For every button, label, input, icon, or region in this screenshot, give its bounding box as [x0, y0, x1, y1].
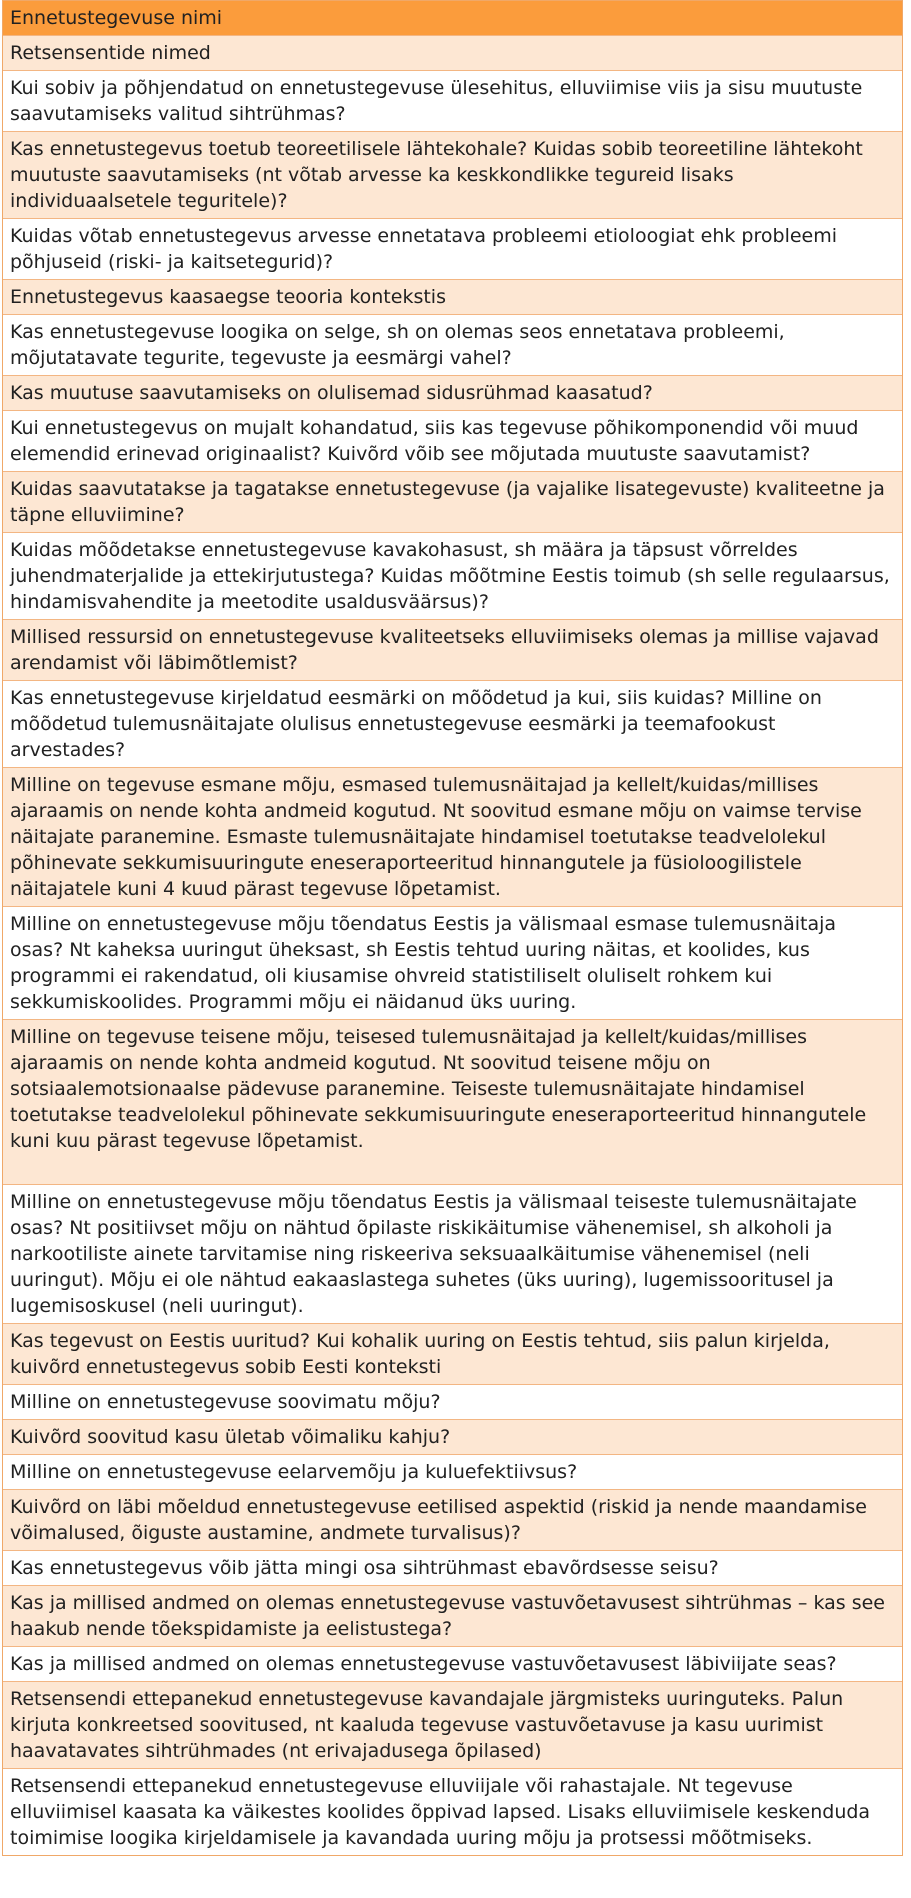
table-row: Kuidas võtab ennetustegevus arvesse ennetatava probleemi etioloogiat ehk probleemi põhjuseid (riski- ja kaitsetegurid)? — [3, 218, 902, 279]
table-row-reviewer-names: Retsensentide nimed — [3, 35, 902, 70]
table-header-row-activity-name: Ennetustegevuse nimi — [3, 1, 902, 35]
table-row: Kui ennetustegevus on mujalt kohandatud, siis kas tegevuse põhikomponendid või muud elemendid erinevad originaalist? Kuivõrd võib see mõjutada muutuste saavutamist? — [3, 410, 902, 471]
table-row: Milline on ennetustegevuse mõju tõendatus Eestis ja välismaal esmase tulemusnäitaja osas? Nt kaheksa uuringut üheksast, sh Eestis tehtud uuring näitas, et koolides, kus programmi ei rakendatud, oli kiusamise ohvreid statistiliselt oluliselt rohkem kui sekkumiskoolides. Programmi mõju ei näidanud üks uuring. — [3, 906, 902, 1019]
table-row: Kui sobiv ja põhjendatud on ennetustegevuse ülesehitus, elluviimise viis ja sisu muutuste saavutamiseks valitud sihtrühmas? — [3, 70, 902, 131]
table-row: Kas ja millised andmed on olemas ennetustegevuse vastuvõetavusest sihtrühmas – kas see haakub nende tõekspidamiste ja eelistustega? — [3, 1585, 902, 1646]
table-row: Milline on ennetustegevuse soovimatu mõju? — [3, 1384, 902, 1419]
table-row: Kuidas saavutatakse ja tagatakse ennetustegevuse (ja vajalike lisategevuste) kvaliteetne ja täpne elluviimine? — [3, 471, 902, 532]
table-row: Kas ennetustegevus võib jätta mingi osa sihtrühmast ebavõrdsesse seisu? — [3, 1550, 902, 1585]
table-row: Milline on ennetustegevuse eelarvemõju ja kuluefektiivsus? — [3, 1454, 902, 1489]
table-row-recommendations-designer: Retsensendi ettepanekud ennetustegevuse kavandajale järgmisteks uuringuteks. Palun kirjuta konkreetsed soovitused, nt kaaluda tegevuse vastuvõetavuse ja kasu uurimist haavatavates sihtrühmades (nt erivajadusega õpilased) — [3, 1681, 902, 1768]
table-row: Kuivõrd on läbi mõeldud ennetustegevuse eetilised aspektid (riskid ja nende maandamise võimalused, õiguste austamine, andmete turvalisus)? — [3, 1489, 902, 1550]
table-row: Kuidas mõõdetakse ennetustegevuse kavakohasust, sh määra ja täpsust võrreldes juhendmaterjalide ja ettekirjutustega? Kuidas mõõtmine Eestis toimub (sh selle regulaarsus, hindamisvahendite ja meetodite usaldusväärsus)? — [3, 532, 902, 619]
table-row: Milline on tegevuse teisene mõju, teisesed tulemusnäitajad ja kellelt/kuidas/millises ajaraamis on nende kohta andmeid kogutud. Nt soovitud teisene mõju on sotsiaalemotsionaalse pädevuse paranemine. Teiseste tulemusnäitajate hindamisel toetutakse teadvelolekul põhinevate sekkumisuuringute eneseraporteeritud hinnangutele kuni kuu pärast tegevuse lõpetamist. — [3, 1019, 902, 1184]
table-row: Kas tegevust on Eestis uuritud? Kui kohalik uuring on Eestis tehtud, siis palun kirjelda, kuivõrd ennetustegevus sobib Eesti konteksti — [3, 1323, 902, 1384]
table-row-recommendations-implementer: Retsensendi ettepanekud ennetustegevuse elluviijale või rahastajale. Nt tegevuse elluviimisel kaasata ka väikestes koolides õppivad lapsed. Lisaks elluviimisele keskenduda toimimise loogika kirjeldamisele ja kavandada uuring mõju ja protsessi mõõtmiseks. — [3, 1768, 902, 1855]
table-row: Millised ressursid on ennetustegevuse kvaliteetseks elluviimiseks olemas ja millise vajavad arendamist või läbimõtlemist? — [3, 619, 902, 680]
table-row: Kas muutuse saavutamiseks on olulisemad sidusrühmad kaasatud? — [3, 375, 902, 410]
table-row: Kas ennetustegevus toetub teoreetilisele lähtekohale? Kuidas sobib teoreetiline lähtekoht muutuste saavutamiseks (nt võtab arvesse ka keskkondlikke tegureid lisaks individuaalsetele teguritele)? — [3, 131, 902, 218]
table-row: Milline on tegevuse esmane mõju, esmased tulemusnäitajad ja kellelt/kuidas/millises ajaraamis on nende kohta andmeid kogutud. Nt soovitud esmane mõju on vaimse tervise näitajate paranemine. Esmaste tulemusnäitajate hindamisel toetutakse teadvelolekul põhinevate sekkumisuuringute eneseraporteeritud hinnangutele ja füsioloogilistele näitajatele kuni 4 kuud pärast tegevuse lõpetamist. — [3, 767, 902, 906]
table-row: Kas ja millised andmed on olemas ennetustegevuse vastuvõetavusest läbiviijate seas? — [3, 1646, 902, 1681]
review-criteria-table — [2, 0, 903, 1856]
table-row-section-theory-context: Ennetustegevus kaasaegse teooria kontekstis — [3, 279, 902, 314]
table-row: Kas ennetustegevuse loogika on selge, sh on olemas seos ennetatava probleemi, mõjutatavate tegurite, tegevuste ja eesmärgi vahel? — [3, 314, 902, 375]
table-row: Milline on ennetustegevuse mõju tõendatus Eestis ja välismaal teiseste tulemusnäitajate osas? Nt positiivset mõju on nähtud õpilaste riskikäitumise vähenemisel, sh alkoholi ja narkootiliste ainete tarvitamise ning riskeeriva seksuaalkäitumise vähenemisel (neli uuringut). Mõju ei ole nähtud eakaaslastega suhetes (üks uuring), lugemissooritusel ja lugemisoskusel (neli uuringut). — [3, 1184, 902, 1323]
table-row: Kuivõrd soovitud kasu ületab võimaliku kahju? — [3, 1419, 902, 1454]
table-row: Kas ennetustegevuse kirjeldatud eesmärki on mõõdetud ja kui, siis kuidas? Milline on mõõdetud tulemusnäitajate olulisus ennetustegevuse eesmärki ja teemafookust arvestades? — [3, 680, 902, 767]
